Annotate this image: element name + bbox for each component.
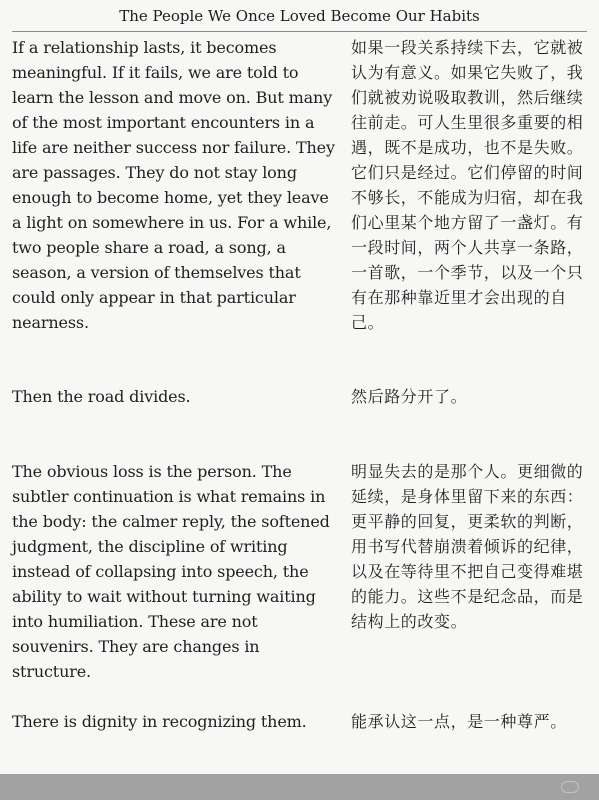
page-title: The People We Once Loved Become Our Habits — [119, 7, 480, 25]
watermark-icon — [561, 781, 579, 793]
paragraph-en-3: The obvious loss is the person. The subtler continuation is what remains in the body: the calmer reply, the softened judgment, the discipline of writing instead of collapsing into speech, the ability to wait without turning waiting into humiliation. These are not souvenirs. They are changes in structure. — [12, 462, 330, 681]
paragraph-zh-3: 明显失去的是那个人。更细微的延续，是身体里留下来的东西：更平静的回复，更柔软的判断，用书写代替崩溃着倾诉的纪律，以及在等待里不把自己变得难堪的能力。这些不是纪念品，而是结构上的改变。 — [351, 462, 584, 631]
title-divider — [12, 31, 587, 32]
paragraph-zh-4: 能承认这一点，是一种尊严。 — [351, 712, 567, 731]
paragraph-zh-2: 然后路分开了。 — [351, 387, 468, 406]
paragraph-en-2: Then the road divides. — [12, 387, 191, 406]
paragraph-en-4: There is dignity in recognizing them. — [12, 712, 307, 731]
bottom-bar — [0, 774, 599, 800]
paragraph-en-1: If a relationship lasts, it becomes meaningful. If it fails, we are told to learn the lesson and move on. But many of the most important encounters in a life are neither success nor failure. They are passages. They do not stay long enough to become home, yet they leave a light on somewhere in us. For a while, two people share a road, a song, a season, a version of themselves that could only appear in that particular nearness. — [12, 38, 335, 332]
paragraph-zh-1: 如果一段关系持续下去，它就被认为有意义。如果它失败了，我们就被劝说吸取教训，然后继续往前走。可人生里很多重要的相遇，既不是成功，也不是失败。它们只是经过。它们停留的时间不够长，不能成为归宿，却在我们心里某个地方留了一盏灯。有一段时间，两个人共享一条路，一首歌，一个季节，以及一个只有在那种靠近里才会出现的自己。 — [351, 38, 584, 332]
